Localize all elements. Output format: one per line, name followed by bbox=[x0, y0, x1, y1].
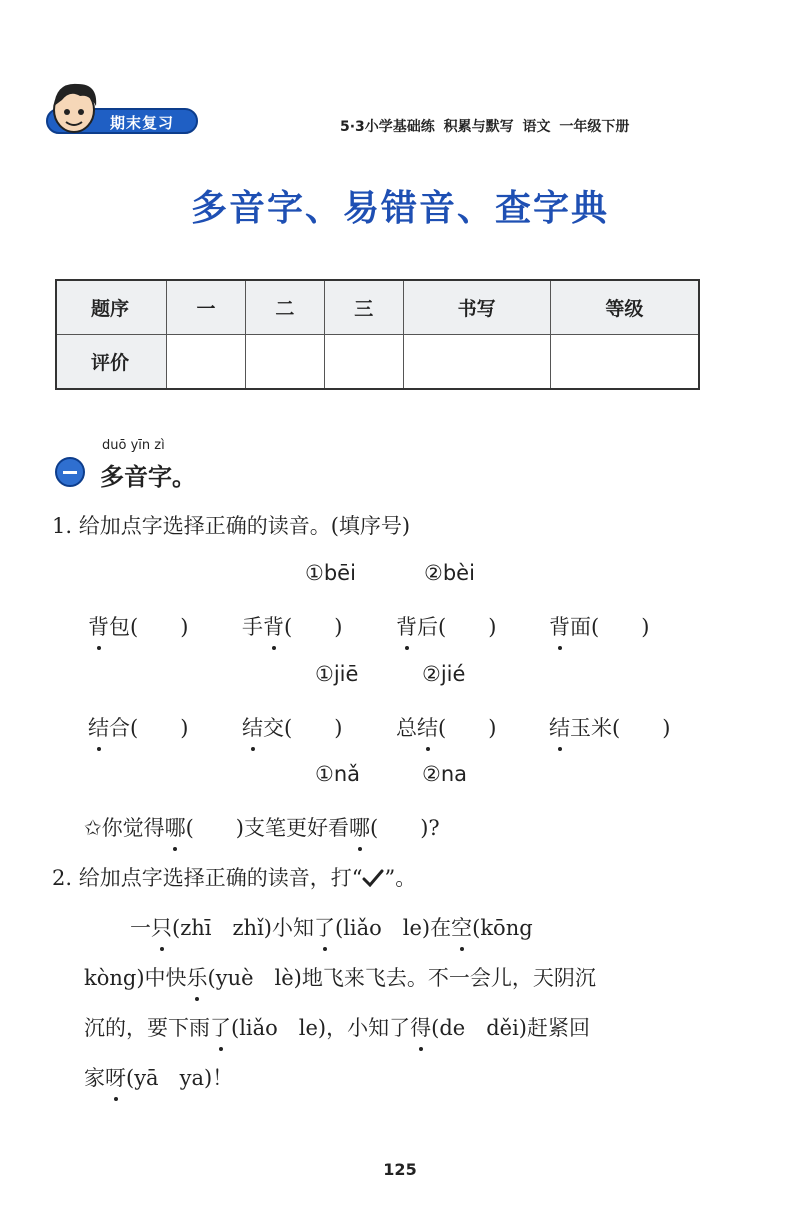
sentence-item[interactable]: ✩你觉得哪( )支笔更好看哪( )? bbox=[84, 812, 440, 842]
option-2: ②bèi bbox=[424, 561, 475, 585]
table-cell: 三 bbox=[324, 280, 403, 335]
score-table bbox=[55, 279, 700, 390]
word-item[interactable]: 背包( ) bbox=[88, 611, 188, 641]
dotted-char: 背 bbox=[88, 611, 109, 641]
option-2: ②na bbox=[422, 762, 468, 786]
table-row bbox=[56, 280, 699, 335]
dotted-char: 哪 bbox=[165, 812, 186, 842]
word-item[interactable]: 结玉米( ) bbox=[549, 712, 670, 742]
table-cell: 一 bbox=[167, 280, 246, 335]
boy-mascot-icon bbox=[46, 76, 116, 142]
badge-label: 期末复习 bbox=[110, 114, 175, 132]
option-1: ①bēi bbox=[305, 561, 356, 585]
dotted-char: 背 bbox=[263, 611, 284, 641]
word-item[interactable]: 结合( ) bbox=[88, 712, 188, 742]
word-item[interactable]: 背后( ) bbox=[396, 611, 496, 641]
section-title: 多音字。 bbox=[100, 463, 196, 491]
dotted-char: 结 bbox=[417, 712, 438, 742]
dotted-char: 结 bbox=[242, 712, 263, 742]
question-2-prompt: 2. 给加点字选择正确的读音，打“ ”。 bbox=[52, 866, 417, 890]
score-input-cell[interactable] bbox=[324, 335, 403, 390]
word-item[interactable]: 总结( ) bbox=[396, 712, 496, 742]
score-input-cell[interactable] bbox=[403, 335, 550, 390]
dotted-char: 结 bbox=[88, 712, 109, 742]
dotted-char: 了 bbox=[210, 1012, 231, 1042]
word-item[interactable]: 手背( ) bbox=[242, 611, 342, 641]
dotted-char: 乐 bbox=[187, 962, 208, 992]
dotted-char: 得 bbox=[410, 1012, 431, 1042]
score-input-cell[interactable] bbox=[167, 335, 246, 390]
table-cell: 评价 bbox=[56, 335, 167, 390]
section-number-icon bbox=[55, 457, 85, 487]
dotted-char: 哪 bbox=[349, 812, 370, 842]
dotted-char: 结 bbox=[549, 712, 570, 742]
table-cell: 等级 bbox=[550, 280, 699, 335]
page-number: 125 bbox=[383, 1160, 417, 1179]
checkmark-icon bbox=[362, 869, 384, 887]
passage-line[interactable]: kòng)中快乐(yuè lè)地飞来飞去。不一会儿，天阴沉 bbox=[84, 962, 596, 992]
option-1: ①jiē bbox=[315, 662, 359, 686]
dotted-char: 呀 bbox=[105, 1062, 126, 1092]
passage-line[interactable]: 家呀(yā ya)！ bbox=[84, 1062, 233, 1092]
option-2: ②jié bbox=[422, 662, 466, 686]
table-cell: 题序 bbox=[56, 280, 167, 335]
passage-line[interactable]: 一只(zhī zhǐ)小知了(liǎo le)在空(kōng bbox=[130, 912, 533, 942]
series-info: 5·3小学基础练 积累与默写 语文 一年级下册 bbox=[340, 119, 630, 135]
option-1: ①nǎ bbox=[315, 762, 361, 786]
score-input-cell[interactable] bbox=[245, 335, 324, 390]
question-1-prompt: 1. 给加点字选择正确的读音。(填序号) bbox=[52, 514, 411, 538]
star-icon: ✩ bbox=[84, 816, 102, 840]
table-cell: 书写 bbox=[403, 280, 550, 335]
dotted-char: 背 bbox=[549, 611, 570, 641]
score-input-cell[interactable] bbox=[550, 335, 699, 390]
table-cell: 二 bbox=[245, 280, 324, 335]
dotted-char: 空 bbox=[451, 912, 472, 942]
table-row bbox=[56, 335, 699, 390]
section-pinyin: duō yīn zì bbox=[102, 438, 165, 453]
word-item[interactable]: 结交( ) bbox=[242, 712, 342, 742]
page-title: 多音字、易错音、查字典 bbox=[190, 188, 609, 229]
dotted-char: 背 bbox=[396, 611, 417, 641]
passage-line[interactable]: 沉的，要下雨了(liǎo le)，小知了得(de děi)赶紧回 bbox=[84, 1012, 590, 1042]
dotted-char: 只 bbox=[151, 912, 172, 942]
dotted-char: 了 bbox=[314, 912, 335, 942]
word-item[interactable]: 背面( ) bbox=[549, 611, 649, 641]
